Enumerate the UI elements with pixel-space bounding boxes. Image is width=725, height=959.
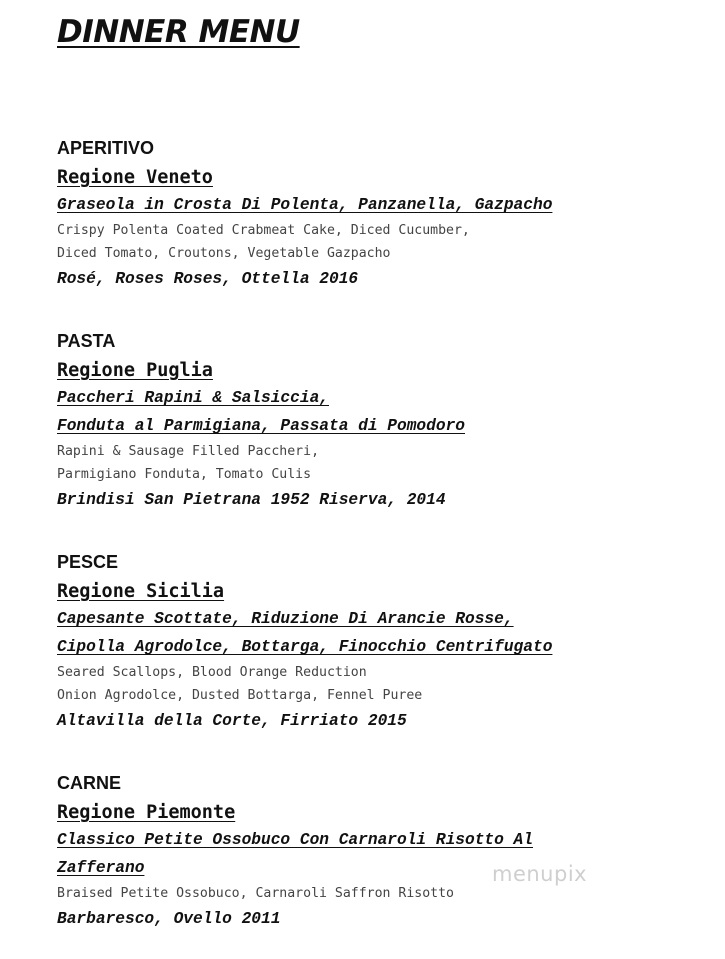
watermark-logo: menupix: [492, 862, 588, 886]
dish-description: Crispy Polenta Coated Crabmeat Cake, Diced Cucumber,: [57, 223, 470, 238]
dish-description: Braised Petite Ossobuco, Carnaroli Saffron Risotto: [57, 886, 454, 901]
dish-description: Parmigiano Fonduta, Tomato Culis: [57, 467, 312, 482]
course-heading: PESCE: [57, 552, 119, 572]
menu-section-pesce: [57, 551, 707, 735]
wine-pairing: Rosé, Roses Roses, Ottella 2016: [57, 270, 359, 288]
menu-section-pasta: [57, 330, 707, 514]
menu-title: DINNER MENU: [57, 14, 300, 50]
wine-pairing: Altavilla della Corte, Firriato 2015: [57, 712, 407, 730]
region-heading: Regione Puglia: [57, 360, 213, 381]
region-heading: Regione Veneto: [57, 167, 213, 188]
dish-name: Classico Petite Ossobuco Con Carnaroli Risotto Al: [57, 831, 533, 849]
dish-name: Fonduta al Parmigiana, Passata di Pomodoro: [57, 417, 465, 435]
dish-name: Zafferano: [57, 859, 145, 877]
course-heading: PASTA: [57, 331, 116, 351]
region-heading: Regione Sicilia: [57, 581, 225, 602]
dish-name: Capesante Scottate, Riduzione Di Arancie Rosse,: [57, 610, 514, 628]
wine-pairing: Barbaresco, Ovello 2011: [57, 910, 281, 928]
dish-description: Diced Tomato, Croutons, Vegetable Gazpacho: [57, 246, 391, 261]
course-heading: CARNE: [57, 773, 122, 793]
menu-section-carne: [57, 772, 707, 933]
dish-description: Onion Agrodolce, Dusted Bottarga, Fennel Puree: [57, 688, 423, 703]
dish-description: Seared Scallops, Blood Orange Reduction: [57, 665, 367, 680]
menu-section-aperitivo: [57, 137, 707, 293]
wine-pairing: Brindisi San Pietrana 1952 Riserva, 2014: [57, 491, 446, 509]
region-heading: Regione Piemonte: [57, 802, 236, 823]
course-heading: APERITIVO: [57, 138, 155, 158]
dish-description: Rapini & Sausage Filled Paccheri,: [57, 444, 320, 459]
dish-name: Cipolla Agrodolce, Bottarga, Finocchio Centrifugato: [57, 638, 553, 656]
dish-name: Graseola in Crosta Di Polenta, Panzanella, Gazpacho: [57, 196, 553, 214]
dish-name: Paccheri Rapini & Salsiccia,: [57, 389, 329, 407]
